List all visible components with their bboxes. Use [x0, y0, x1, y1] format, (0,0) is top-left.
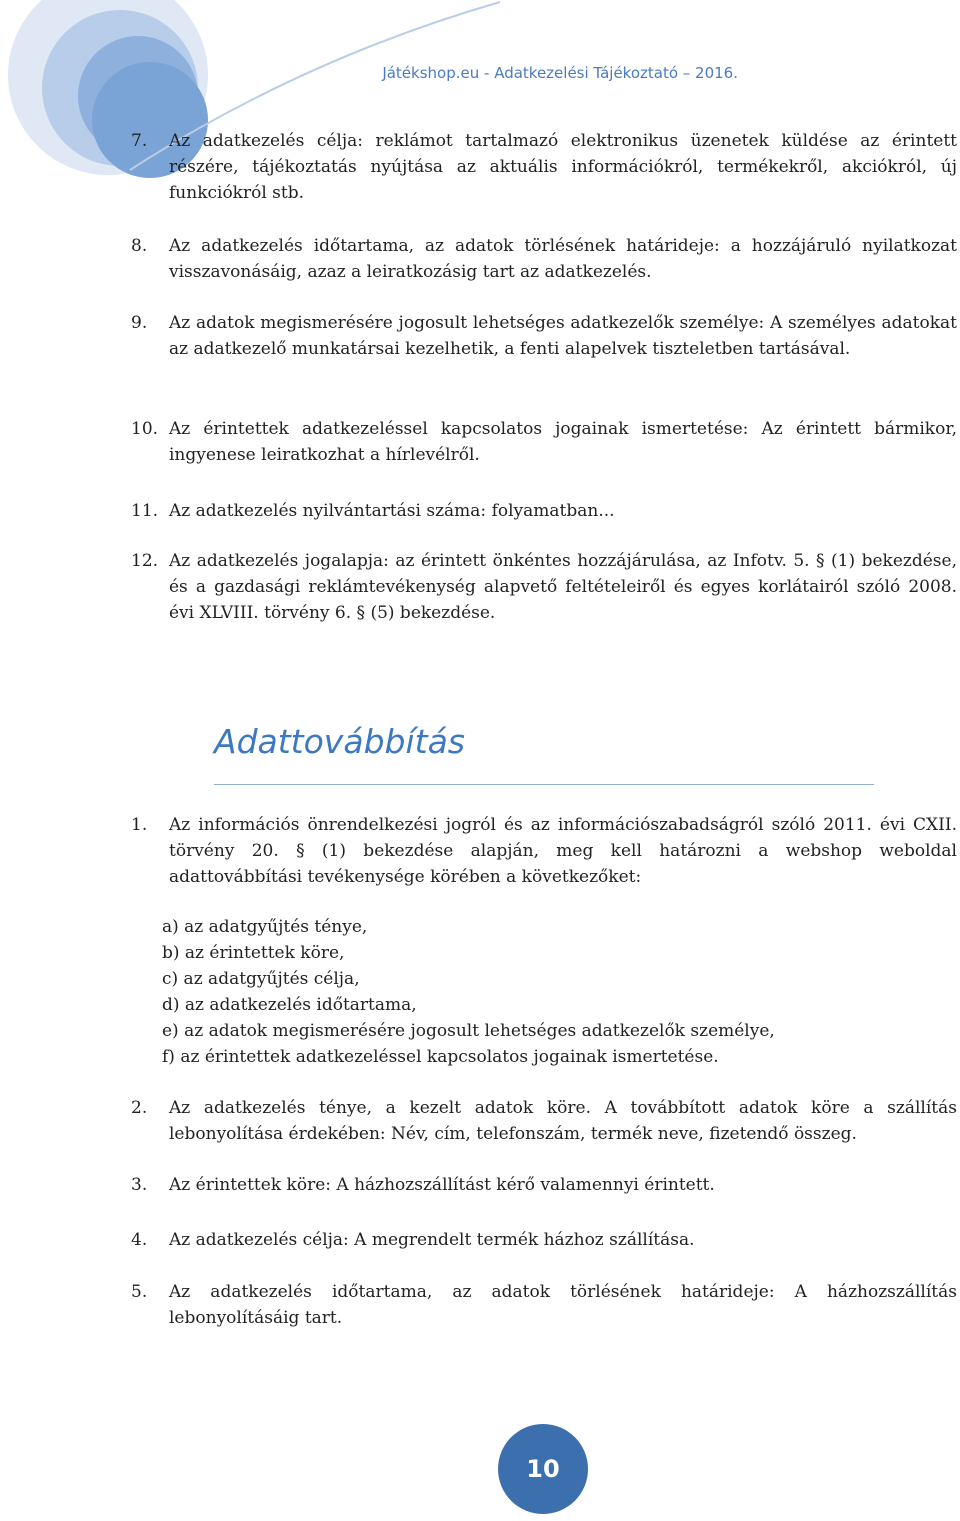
list-item [131, 498, 957, 524]
list-number: 11. [131, 501, 159, 521]
list-text: Az adatkezelés időtartama, az adatok törlésének határideje: a hozzájáruló nyilatkozat visszavonásáig, azaz a leiratkozásig tart az adatkezelés. [169, 236, 957, 282]
list-number: 7. [131, 131, 148, 151]
sublist-item: f) az érintettek adatkezeléssel kapcsolatos jogainak ismertetése. [162, 1047, 719, 1067]
section-divider [214, 784, 874, 785]
list-item [131, 1172, 957, 1198]
list-number: 2. [131, 1098, 148, 1118]
list-text: Az adatkezelés ténye, a kezelt adatok köre. A továbbított adatok köre a szállítás lebonyolítása érdekében: Név, cím, telefonszám, termék neve, fizetendő összeg. [169, 1098, 957, 1144]
list-number: 3. [131, 1175, 148, 1195]
list-number: 1. [131, 815, 148, 835]
section-title: Adattovábbítás [214, 722, 465, 761]
sublist-item: e) az adatok megismerésére jogosult lehetséges adatkezelők személye, [162, 1021, 775, 1041]
list-item [131, 1279, 957, 1331]
list-text: Az érintettek adatkezeléssel kapcsolatos jogainak ismertetése: Az érintett bármikor, ingyenese leiratkozhat a hírlevélről. [169, 419, 957, 465]
list-item [131, 310, 957, 362]
page-number-badge [498, 1424, 588, 1514]
sublist-item: a) az adatgyűjtés ténye, [162, 917, 368, 937]
page-number: 10 [526, 1455, 560, 1483]
list-text: Az adatok megismerésére jogosult lehetséges adatkezelők személye: A személyes adatokat az adatkezelő munkatársai kezelhetik, a fenti alapelvek tiszteletben tartásával. [169, 313, 957, 359]
list-item [131, 1227, 957, 1253]
list-text: Az érintettek köre: A házhozszállítást kérő valamennyi érintett. [169, 1175, 715, 1195]
list-item [131, 128, 957, 206]
list-number: 12. [131, 551, 159, 571]
sublist-item: c) az adatgyűjtés célja, [162, 969, 360, 989]
list-text: Az adatkezelés időtartama, az adatok törlésének határideje: A házhozszállítás lebonyolításáig tart. [169, 1282, 957, 1328]
list-number: 9. [131, 313, 148, 333]
list-item [131, 233, 957, 285]
list-item [131, 416, 957, 468]
list-text: Az adatkezelés célja: reklámot tartalmazó elektronikus üzenetek küldése az érintett részére, tájékoztatás nyújtása az aktuális információkról, termékekről, akciókról, új funkciókról stb. [169, 131, 957, 203]
header-title: Játékshop.eu - Adatkezelési Tájékoztató – 2016. [382, 64, 738, 82]
list-number: 10. [131, 419, 159, 439]
list-item [131, 812, 957, 890]
list-text: Az adatkezelés nyilvántartási száma: folyamatban... [169, 501, 615, 521]
sublist-item: b) az érintettek köre, [162, 943, 345, 963]
list-text: Az adatkezelés jogalapja: az érintett önkéntes hozzájárulása, az Infotv. 5. § (1) bekezdése, és a gazdasági reklámtevékenység alapvető feltételeiről és egyes korlátairól szóló 2008. évi XLVIII. törvény 6. § (5) bekezdése. [169, 551, 957, 623]
list-item [131, 1095, 957, 1147]
list-number: 4. [131, 1230, 148, 1250]
list-number: 5. [131, 1282, 148, 1302]
sublist-item: d) az adatkezelés időtartama, [162, 995, 417, 1015]
list-item [131, 548, 957, 626]
list-text: Az információs önrendelkezési jogról és az információszabadságról szóló 2011. évi CXII. törvény 20. § (1) bekezdése alapján, meg kell határozni a webshop weboldal adattovábbítási tevékenysége körében a következőket: [169, 815, 957, 887]
list-text: Az adatkezelés célja: A megrendelt termék házhoz szállítása. [169, 1230, 695, 1250]
list-number: 8. [131, 236, 148, 256]
